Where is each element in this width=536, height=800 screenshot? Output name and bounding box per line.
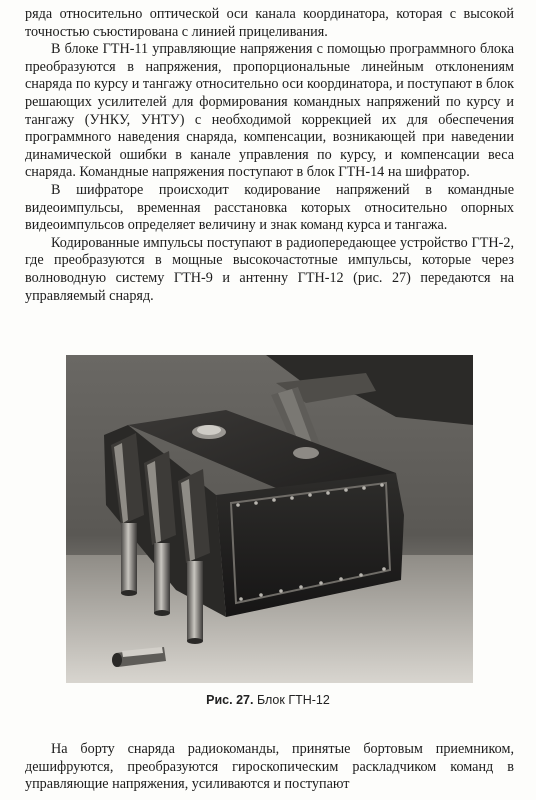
paragraph-gtn11: В блоке ГТН-11 управляющие напряжения с помощью программного блока преобразуются в напряжения, пропорциональные линейным отклонениям снаряда по курсу и тангажу относительно оси координатора, и поступают в блок решающих усилителей для формирования командных напряжений по курсу и тангажу (УНКУ, УНТУ) с необходимой коррекцией их для обеспечения программного наведения снаряда, компенсации, возникающей при наведении динамической ошибки в канале управления по курсу, и компенсации веса снаряда. Командные напряжения поступают в блок ГТН-14 на шифратор. [25,41,514,181]
body-text-top [25,6,514,305]
body-text-bottom [25,741,514,794]
figure-photo [66,355,473,683]
paragraph-transmitter: Кодированные импульсы поступают в радиопередающее устройство ГТН-2, где преобразуются в мощные высокочастотные импульсы, которые через волноводную систему ГТН-9 и антенну ГТН-12 (рис. 27) передаются на управляемый снаряд. [25,234,514,304]
paragraph-continued: ряда относительно оптической оси канала координатора, которая с высокой точностью съюстирована с линией прицеливания. [25,6,514,40]
figure-title: Блок ГТН-12 [256,693,330,707]
antenna-block-illustration [66,355,473,683]
figure-label: Рис. 27. [206,693,254,707]
figure-caption [0,693,536,707]
paragraph-encoder: В шифраторе происходит кодирование напряжений в командные видеоимпульсы, временная расстановка которых относительно опорных видеоимпульсов определяет величину и знак команд курса и тангажа. [25,181,514,234]
paragraph-onboard: На борту снаряда радиокоманды, принятые бортовым приемником, дешифруются, преобразуются гироскопическим раскладчиком команд в управляющие напряжения, усиливаются и поступают [25,741,514,793]
